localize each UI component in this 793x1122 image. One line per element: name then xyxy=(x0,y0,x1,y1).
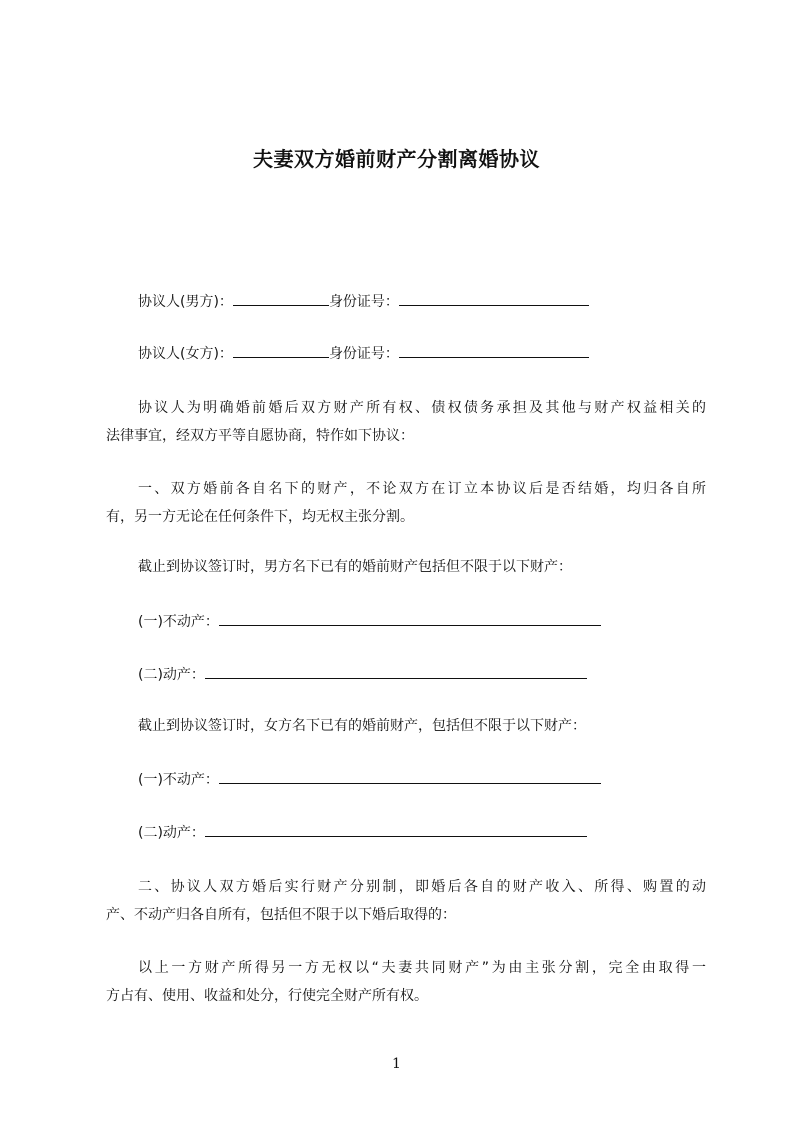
clause-2-line-2: 产、不动产归各自所有，包括但不限于以下婚后取得的： xyxy=(106,907,456,923)
female-movable-line xyxy=(138,822,587,843)
clause-3-line-2: 方占有、使用、收益和处分，行使完全财产所有权。 xyxy=(106,988,428,1004)
clause-1-paragraph xyxy=(106,475,706,531)
male-id-label: 身份证号： xyxy=(328,294,399,310)
male-assets-heading: 截止到协议签订时，男方名下已有的婚前财产包括但不限于以下财产： xyxy=(138,559,572,575)
clause-2-paragraph xyxy=(106,873,706,929)
female-real-estate-line xyxy=(138,769,601,790)
clause-1-line-1: 一、双方婚前各自名下的财产，不论双方在订立本协议后是否结婚，均归各自所 xyxy=(138,481,706,497)
male-party-line xyxy=(138,291,589,312)
male-real-estate-label: (一)不动产： xyxy=(138,614,219,630)
male-id-blank xyxy=(399,291,589,306)
intro-paragraph xyxy=(106,394,706,450)
clause-2-line-1: 二、协议人双方婚后实行财产分别制，即婚后各自的财产收入、所得、购置的动 xyxy=(138,879,706,895)
clause-3-line-1: 以上一方财产所得另一方无权以“夫妻共同财产”为由主张分割，完全由取得一 xyxy=(138,960,706,976)
female-real-estate-label: (一)不动产： xyxy=(138,772,219,788)
male-name-blank xyxy=(233,291,329,306)
intro-line-2: 法律事宜，经双方平等自愿协商，特作如下协议： xyxy=(106,428,414,444)
page-number: 1 xyxy=(392,1056,401,1072)
female-id-blank xyxy=(399,343,589,358)
female-real-estate-blank xyxy=(219,769,601,784)
male-movable-blank xyxy=(205,664,587,679)
document-title: 夫妻双方婚前财产分割离婚协议 xyxy=(253,147,540,171)
male-movable-line xyxy=(138,664,587,685)
intro-line-1: 协议人为明确婚前婚后双方财产所有权、债权债务承担及其他与财产权益相关的 xyxy=(138,400,706,416)
female-name-blank xyxy=(233,343,329,358)
clause-3-paragraph xyxy=(106,954,706,1010)
female-party-line xyxy=(138,343,589,364)
female-assets-heading: 截止到协议签订时，女方名下已有的婚前财产，包括但不限于以下财产： xyxy=(138,718,586,734)
female-movable-label: (二)动产： xyxy=(138,825,205,841)
male-party-label: 协议人(男方)： xyxy=(138,294,233,310)
male-movable-label: (二)动产： xyxy=(138,667,205,683)
female-party-label: 协议人(女方)： xyxy=(138,346,233,362)
female-id-label: 身份证号： xyxy=(328,346,399,362)
clause-1-line-2: 有，另一方无论在任何条件下，均无权主张分割。 xyxy=(106,509,414,525)
female-movable-blank xyxy=(205,822,587,837)
male-real-estate-line xyxy=(138,611,601,632)
male-real-estate-blank xyxy=(219,611,601,626)
